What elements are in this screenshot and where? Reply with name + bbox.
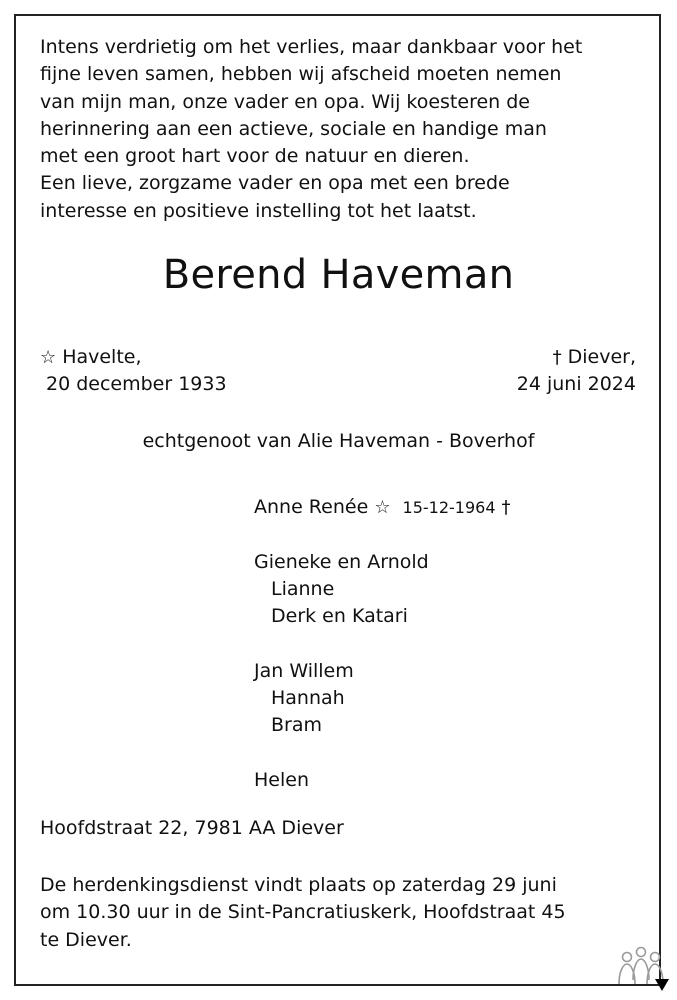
birth-place: Havelte, (62, 346, 142, 368)
grandchild: Hannah (271, 687, 345, 710)
address: Hoofdstraat 22, 7981 AA Diever (40, 817, 344, 839)
family-member: Jan Willem (254, 659, 354, 682)
intro-line: herinnering aan een actieve, sociale en handige man (40, 117, 547, 140)
cross-icon: † (552, 347, 562, 368)
intro-line: Intens verdrietig om het verlies, maar dankbaar voor het (40, 36, 583, 58)
birth-date: 20 december 1933 (46, 373, 227, 396)
service-line: De herdenkingsdienst vindt plaats op zaterdag 29 juni (40, 874, 557, 896)
intro-line: Een lieve, zorgzame vader en opa met een brede (40, 172, 510, 195)
family-list (254, 494, 511, 794)
grandchild: Derk en Katari (271, 605, 408, 628)
intro-line: interesse en positieve instelling tot het laatst. (40, 199, 477, 222)
family-member-anne (254, 494, 511, 521)
death-place: Diever, (567, 346, 636, 368)
grandchild: Bram (271, 714, 322, 737)
death-info (517, 344, 636, 399)
birth-info (40, 344, 227, 399)
grandchild: Lianne (271, 577, 335, 600)
family-member: Helen (254, 768, 309, 791)
family-member: Gieneke en Arnold (254, 550, 429, 573)
member-name: Anne Renée (254, 496, 369, 518)
service-info (40, 872, 566, 954)
deceased-name: Berend Haveman (162, 252, 515, 298)
star-icon: ☆ (40, 347, 57, 368)
death-date: 24 juni 2024 (516, 373, 636, 396)
intro-line: van mijn man, onze vader en opa. Wij koesteren de (40, 90, 530, 113)
intro-line: fijne leven samen, hebben wij afscheid moeten nemen (40, 63, 562, 86)
intro-text (40, 34, 582, 225)
service-line: te Diever. (40, 928, 132, 951)
intro-line: met een groot hart voor de natuur en dieren. (40, 145, 470, 168)
cross-icon: † (501, 497, 511, 518)
member-date: 15-12-1964 (402, 498, 496, 517)
service-line: om 10.30 uur in de Sint-Pancratiuskerk, Hoofdstraat 45 (40, 901, 566, 924)
star-icon: ☆ (374, 497, 391, 518)
spouse-line: echtgenoot van Alie Haveman - Boverhof (142, 430, 535, 452)
arrow-down-icon[interactable] (655, 979, 669, 991)
